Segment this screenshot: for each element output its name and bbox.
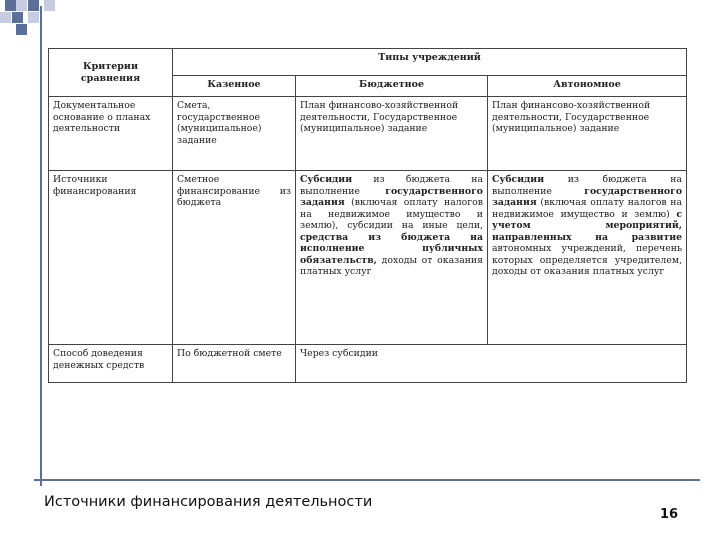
table-cell [296, 171, 488, 345]
emphasis-text: Субсидии [300, 174, 353, 185]
plain-text: из бюджета на выполнение [300, 174, 483, 197]
table-cell: План финансово-хозяйственной деятельности, Государственное (муниципальное) задание [296, 97, 488, 171]
decor-square [44, 0, 55, 11]
table-row [49, 171, 687, 345]
emphasis-text: Субсидии [492, 174, 545, 185]
column-header-avtonomnoe: Автономное [488, 76, 687, 97]
decor-square [28, 0, 39, 11]
decor-square [12, 12, 23, 23]
table-header-row [49, 49, 687, 76]
corner-decoration [0, 0, 60, 50]
accent-vertical-line [40, 6, 42, 486]
criterion-cell: Источники финансирования [49, 171, 173, 345]
column-header-byudzhetnoe: Бюджетное [296, 76, 488, 97]
criterion-cell: Способ доведения денежных средств [49, 345, 173, 383]
table-cell: Смета, государственное (муниципальное) задание [173, 97, 296, 171]
table-cell: По бюджетной смете [173, 345, 296, 383]
plain-text: доходы от оказания платных услуг [300, 254, 483, 277]
table-cell: План финансово-хозяйственной деятельности, Государственное (муниципальное) задание [488, 97, 687, 171]
plain-text: автономных учреждений, перечень которых определяется учредителем, доходы от оказания платных услуг [492, 243, 683, 277]
table-cell: Сметное финансирование из бюджета [173, 171, 296, 345]
accent-horizontal-line [34, 479, 700, 481]
emphasis-text: с учетом мероприятий, направленных на развитие [492, 208, 683, 243]
types-header: Типы учреждений [173, 49, 687, 76]
column-header-kazennoe: Казенное [173, 76, 296, 97]
decor-square [16, 0, 27, 11]
criterion-cell: Документальное основание о планах деятельности [49, 97, 173, 171]
table-cell [488, 171, 687, 345]
page-number: 16 [660, 507, 679, 522]
plain-text: из бюджета на выполнение [492, 174, 683, 197]
decor-square [16, 24, 27, 35]
table-row [49, 345, 687, 383]
plain-text: (включая оплату налогов на недвижимое имущество и землю), субсидии на иные цели, [300, 197, 483, 231]
table-cell-merged: Через субсидии [296, 345, 687, 383]
plain-text: (включая оплату налогов на недвижимое имущество и землю) [492, 197, 683, 220]
comparison-table [48, 48, 687, 383]
emphasis-text: государственного задания [300, 185, 483, 208]
criteria-header: Критерии сравнения [49, 49, 173, 97]
decor-square [0, 12, 11, 23]
emphasis-text: государственного задания [492, 185, 683, 208]
decor-square [5, 0, 16, 11]
decor-square [28, 12, 39, 23]
emphasis-text: средства из бюджета на исполнение публичных обязательств, [300, 231, 483, 266]
slide-title: Источники финансирования деятельности [44, 494, 373, 510]
table-row [49, 97, 687, 171]
